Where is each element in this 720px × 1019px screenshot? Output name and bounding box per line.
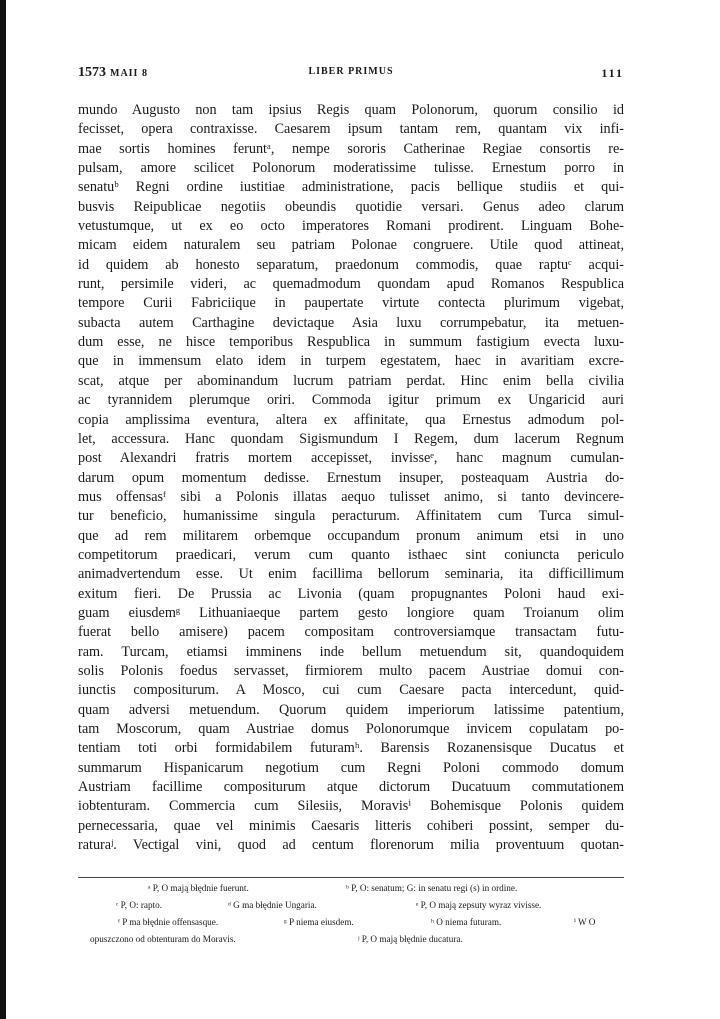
footnotes — [78, 880, 624, 948]
text-line: ram. Turcam, etiamsi imminens inde bellum metuendum sit, quandoquidem — [78, 643, 624, 660]
footnote: ⁱ W O — [574, 917, 596, 927]
scan-edge — [0, 0, 6, 1019]
text-line: fuerat bello amisere) pacem compositam controversiamque transactam futu- — [78, 624, 624, 641]
text-line: quam adversi metuendum. Quorum quidem imperiorum latissime patentium, — [78, 701, 624, 718]
text-line: iobtenturam. Commercia cum Silesiis, Moravisⁱ Bohemisque Polonis quidem — [78, 798, 624, 815]
footnote: ᶜ P, O: rapto. — [116, 900, 162, 910]
text-line: darum opum momentum dedisse. Ernestum insuper, posteaquam Austria do- — [78, 469, 624, 486]
text-line: fecisset, opera contraxisse. Caesarem ipsum tantam rem, quantam vix infi- — [78, 121, 624, 138]
text-line: Austriam facillime compositurum atque dictorum Ducatuum commutationem — [78, 779, 624, 796]
text-line: solis Polonis foedus servasset, firmiorem multo pacem Austriae domui con- — [78, 662, 624, 679]
footnote: ʰ O niema futuram. — [431, 917, 502, 927]
text-line: let, accessura. Hanc quondam Sigismundum I Regem, dum lacerum Regnum — [78, 430, 624, 447]
footnote-divider — [78, 877, 624, 878]
header-year: 1573 — [78, 65, 106, 80]
text-line: busvis Reipublicae negotiis obeundis quotidie versari. Genus adeo clarum — [78, 198, 624, 215]
text-line: iunctis compositurum. A Mosco, cui cum Caesare pacta intercedunt, quid- — [78, 682, 624, 699]
text-line: competitorum praedicari, verum cum quanto isthaec sint coniuncta periculo — [78, 546, 624, 563]
text-line: vetustumque, ut ex eo octo imperatores Romani prodirent. Linguam Bohe- — [78, 218, 624, 235]
page-header — [78, 64, 624, 86]
header-day: MAII 8 — [110, 68, 148, 79]
text-line: summarum Hispanicarum negotium cum Regni Poloni commodo domum — [78, 759, 624, 776]
text-line: senatuᵇ Regni ordine iustitiae administratione, pacis bellique studiis et qui- — [78, 179, 624, 196]
footnote-row — [78, 897, 624, 914]
text-line: id quidem ab honesto separatum, praedonum commodis, quae raptuᶜ acqui- — [78, 256, 624, 273]
footnote: ᵍ P niema eiusdem. — [284, 917, 354, 927]
page-number: 111 — [601, 66, 624, 80]
footnote: ᵉ P, O mają zepsuty wyraz vivisse. — [416, 900, 542, 910]
footnote: ᵇ P, O: senatum; G: in senatu regi (s) in ordine. — [346, 883, 518, 893]
text-line: copia amplissima eventura, altera ex affinitate, qua Ernestus admodum pol- — [78, 411, 624, 428]
text-line: pulsam, amore scilicet Polonorum moderatissime tulisse. Ernestum porro in — [78, 160, 624, 177]
footnote: ʲ P, O mają błędnie ducatura. — [358, 934, 463, 944]
footnote-row — [78, 914, 624, 931]
text-line: raturaʲ. Vectigal vini, quod ad centum florenorum milia proventuum quotan- — [78, 837, 624, 854]
text-line: ac tyrannidem plerumque oriri. Commoda igitur primum ex Ungaricid auri — [78, 392, 624, 409]
main-text — [78, 101, 624, 855]
text-line: tam Moscorum, quam Austriae domus Polonorumque invicem copulatam po- — [78, 721, 624, 737]
text-line: micam eidem naturalem seu patriam Polonae congruere. Utile quod attineat, — [78, 237, 624, 254]
text-line: post Alexandri fratris mortem accepisset, invisseᵉ, hanc magnum cumulan- — [78, 450, 624, 467]
text-line: que in immensum elato idem in turpem egestatem, haec in avaritiam excre- — [78, 353, 624, 370]
footnote: opuszczono od obtenturam do Moravis. — [90, 934, 236, 944]
text-line: tentiam toti orbi formidabilem futuramʰ. Barensis Rozanensisque Ducatus et — [78, 740, 624, 757]
footnote: ᵃ P, O mają błędnie fuerunt. — [148, 883, 249, 893]
text-line: dum esse, ne hisce temporibus Respublica in summum fastigium evecta luxu- — [78, 334, 624, 351]
text-line: scat, atque per abominandum lucrum patriam perdat. Hinc enim bella civilia — [78, 372, 624, 389]
text-line: mundo Augusto non tam ipsius Regis quam Polonorum, quorum consilio id — [78, 102, 624, 118]
text-line: tur beneficio, humanissime singula peracturum. Affinitatem cum Turca simul- — [78, 508, 624, 525]
text-line: tempore Curii Fabriciique in paupertate virtute contecta plurimum vigebat, — [78, 295, 624, 312]
header-title: LIBER PRIMUS — [308, 66, 394, 77]
footnote: ᵈ G ma błędnie Ungaria. — [228, 900, 317, 910]
text-line: pernecessaria, quae vel minimis Caesaris litteris cohiberi possint, semper du- — [78, 817, 624, 834]
text-line: mus offensasᶠ sibi a Polonis illatas aequo tulisset animo, si tanto devincere- — [78, 488, 624, 505]
text-line: guam eiusdemᵍ Lithuaniaeque partem gesto longiore quam Troianum olim — [78, 604, 624, 621]
footnote-row — [78, 880, 624, 897]
text-line: subacta autem Carthagine devictaque Asia luxu corrumpebatur, ita metuen- — [78, 314, 624, 331]
text-line: que ad rem militarem orbemque occupandum pronum animum etsi in uno — [78, 527, 624, 544]
text-line: runt, persimile videri, ac quemadmodum quondam apud Romanos Respublica — [78, 276, 624, 293]
text-line: animadvertendum esse. Ut enim facillima bellorum seminaria, ita difficillimum — [78, 566, 624, 583]
footnote-row — [78, 931, 624, 948]
text-line: mae sortis homines feruntᵃ, nempe sororis Catherinae Regiae consortis re- — [78, 140, 624, 157]
footnote: ᶠ P ma błędnie offensasque. — [118, 917, 219, 927]
text-line: exitum fieri. De Prussia ac Livonia (quam propugnantes Poloni haud exi- — [78, 585, 624, 602]
